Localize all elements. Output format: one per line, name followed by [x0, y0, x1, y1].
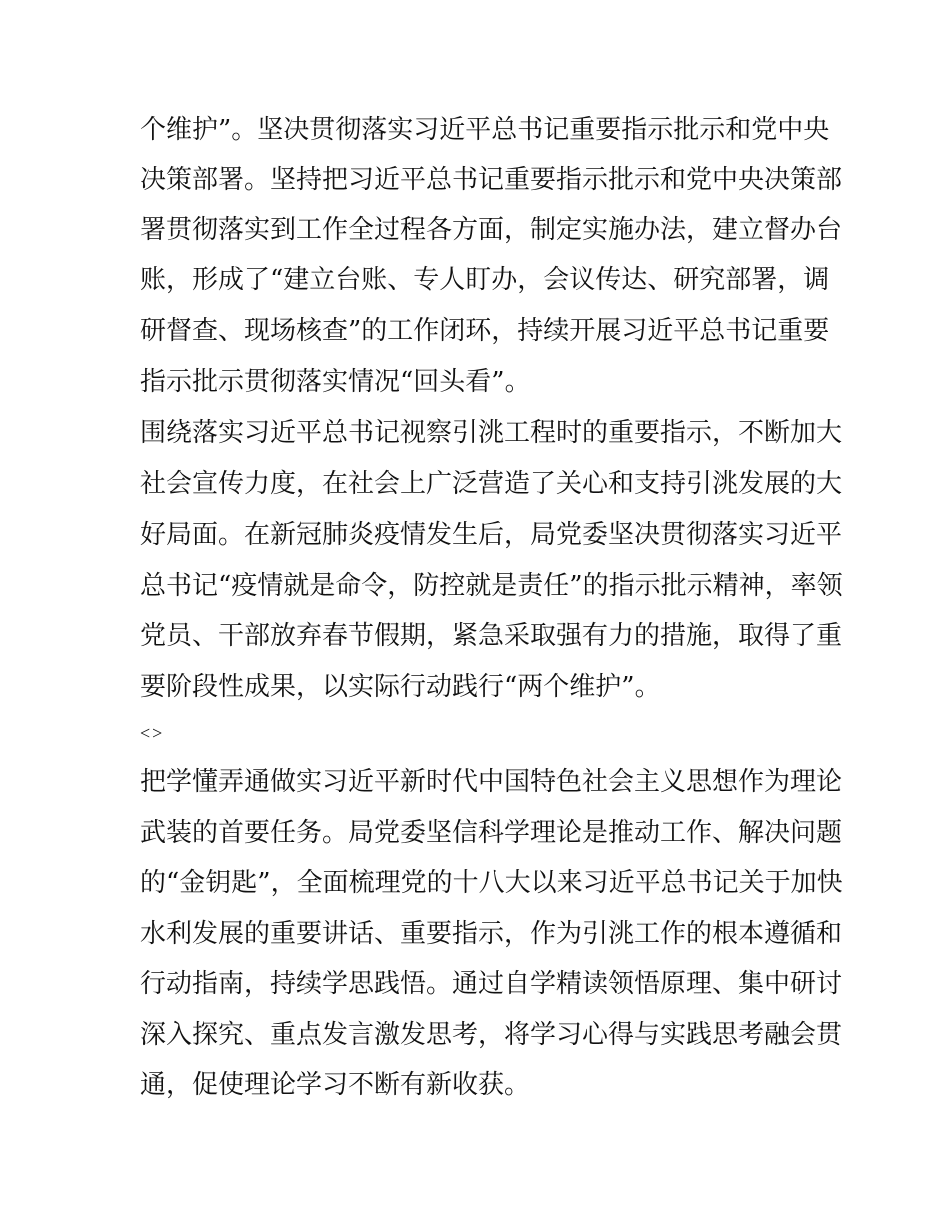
paragraph2-line-3: 好局面。在新冠肺炎疫情发生后，局党委坚决贯彻落实习近平 [140, 520, 843, 550]
paragraph2-line-6: 要阶段性成果，以实际行动践行“两个维护”。 [140, 672, 661, 702]
paragraph3-line-4: 水利发展的重要讲话、重要指示，作为引洮工作的根本遵循和 [140, 919, 843, 949]
paragraph1-line-3: 署贯彻落实到工作全过程各方面，制定实施办法，建立督办台 [140, 215, 843, 245]
section-marker: <> [140, 723, 165, 743]
paragraph1-line-6: 指示批示贯彻落实情况“回头看”。 [140, 367, 531, 397]
paragraph3-line-7: 通，促使理论学习不断有新收获。 [140, 1070, 531, 1100]
paragraph1-line-4: 账，形成了“建立台账、专人盯办，会议传达、研究部署，调 [140, 265, 830, 295]
paragraph1-line-1: 个维护”。坚决贯彻落实习近平总书记重要指示批示和党中央 [140, 115, 830, 145]
paragraph2-line-2: 社会宣传力度，在社会上广泛营造了关心和支持引洮发展的大 [140, 469, 843, 499]
paragraph3-line-5: 行动指南，持续学思践悟。通过自学精读领悟原理、集中研讨 [140, 969, 843, 999]
paragraph2-line-1: 围绕落实习近平总书记视察引洮工程时的重要指示，不断加大 [140, 418, 843, 448]
paragraph3-line-1: 把学懂弄通做实习近平新时代中国特色社会主义思想作为理论 [140, 767, 843, 797]
paragraph3-line-3: 的“金钥匙”，全面梳理党的十八大以来习近平总书记关于加快 [140, 868, 843, 898]
paragraph2-line-5: 党员、干部放弃春节假期，紧急采取强有力的措施，取得了重 [140, 621, 843, 651]
paragraph2-line-4: 总书记“疫情就是命令，防控就是责任”的指示批示精神，率领 [140, 571, 843, 601]
paragraph3-line-6: 深入探究、重点发言激发思考，将学习心得与实践思考融会贯 [140, 1020, 843, 1050]
paragraph1-line-2: 决策部署。坚持把习近平总书记重要指示批示和党中央决策部 [140, 165, 843, 195]
paragraph3-line-2: 武装的首要任务。局党委坚信科学理论是推动工作、解决问题 [140, 818, 843, 848]
paragraph1-line-5: 研督查、现场核查”的工作闭环，持续开展习近平总书记重要 [140, 316, 830, 346]
